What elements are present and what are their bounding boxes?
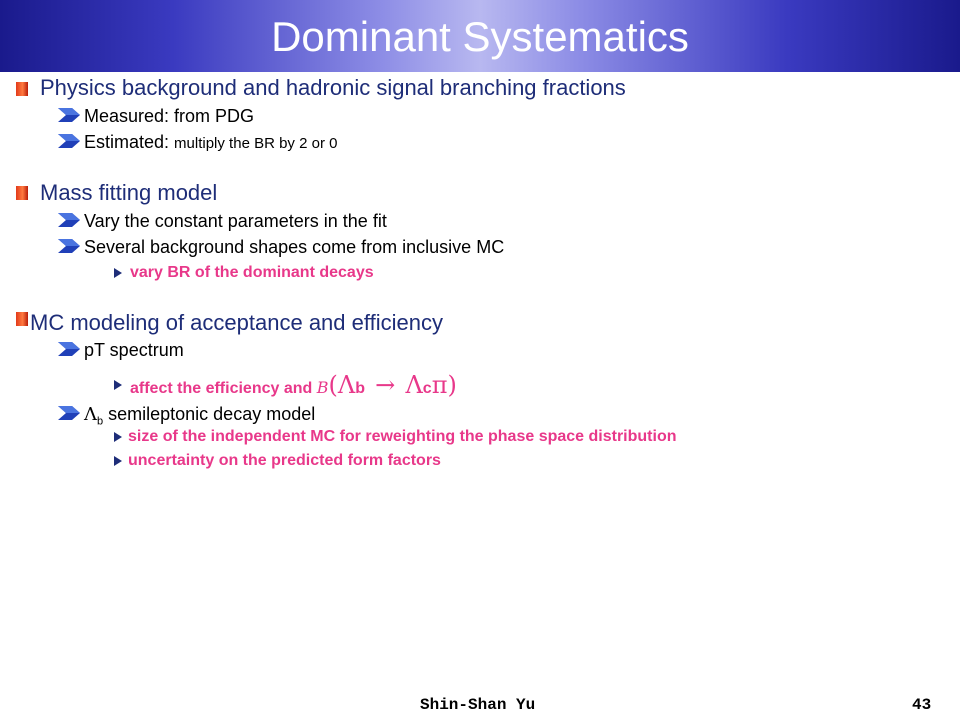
item-estimated [84,131,337,155]
triangle-bullet-icon [114,380,122,390]
chevron-arrow-icon [58,406,80,420]
sub-affect-efficiency [130,372,457,402]
item-measured: Measured: from PDG [84,106,255,126]
chevron-arrow-icon [58,108,80,122]
item-lambda-symbol: Λ [84,404,97,425]
square-bullet-icon [16,82,28,96]
formula-close-paren: ) [447,371,457,399]
section-heading-mass: Mass fitting model [40,180,218,205]
section-heading-mc: MC modeling of acceptance and efficiency [30,310,443,335]
chevron-arrow-icon [58,342,80,356]
chevron-arrow-icon [58,239,80,253]
chevron-arrow-icon [58,134,80,148]
sub-form-factors: uncertainty on the predicted form factors [128,452,441,469]
formula-lambda-b: Λ [337,371,356,399]
formula-arrow: → [375,371,396,399]
formula-c-sub: c [422,380,432,397]
formula-pi: π [431,371,448,399]
item-background-shapes: Several background shapes come from inclusive MC [84,237,505,257]
sub-vary-br: vary BR of the dominant decays [130,264,374,281]
formula-open-paren: ( [328,371,338,399]
chevron-arrow-icon [58,213,80,227]
branching-ratio-formula [316,371,457,399]
item-lambda-sub: b [97,415,104,428]
item-semileptonic-text: semileptonic decay model [103,404,316,424]
triangle-bullet-icon [114,432,122,442]
triangle-bullet-icon [114,456,122,466]
section-heading-physics: Physics background and hadronic signal branching fractions [40,75,626,100]
formula-b-sub: b [355,380,365,397]
sub-independent-mc: size of the independent MC for reweighting the phase space distribution [128,428,677,445]
footer-author: Shin-Shan Yu [420,696,536,714]
item-vary-constants: Vary the constant parameters in the fit [84,211,387,231]
formula-b-symbol: B [316,378,329,397]
triangle-bullet-icon [114,268,122,278]
item-pt-spectrum: pT spectrum [84,340,184,360]
item-estimated-detail: multiply the BR by 2 or 0 [174,135,338,152]
slide-title: Dominant Systematics [271,13,689,60]
item-estimated-prefix: Estimated: [84,132,175,152]
footer-page-number: 43 [912,696,932,714]
formula-lambda-c: Λ [405,371,423,399]
square-bullet-icon [16,312,28,326]
sub-affect-efficiency-text: affect the efficiency and [130,380,317,397]
square-bullet-icon [16,186,28,200]
